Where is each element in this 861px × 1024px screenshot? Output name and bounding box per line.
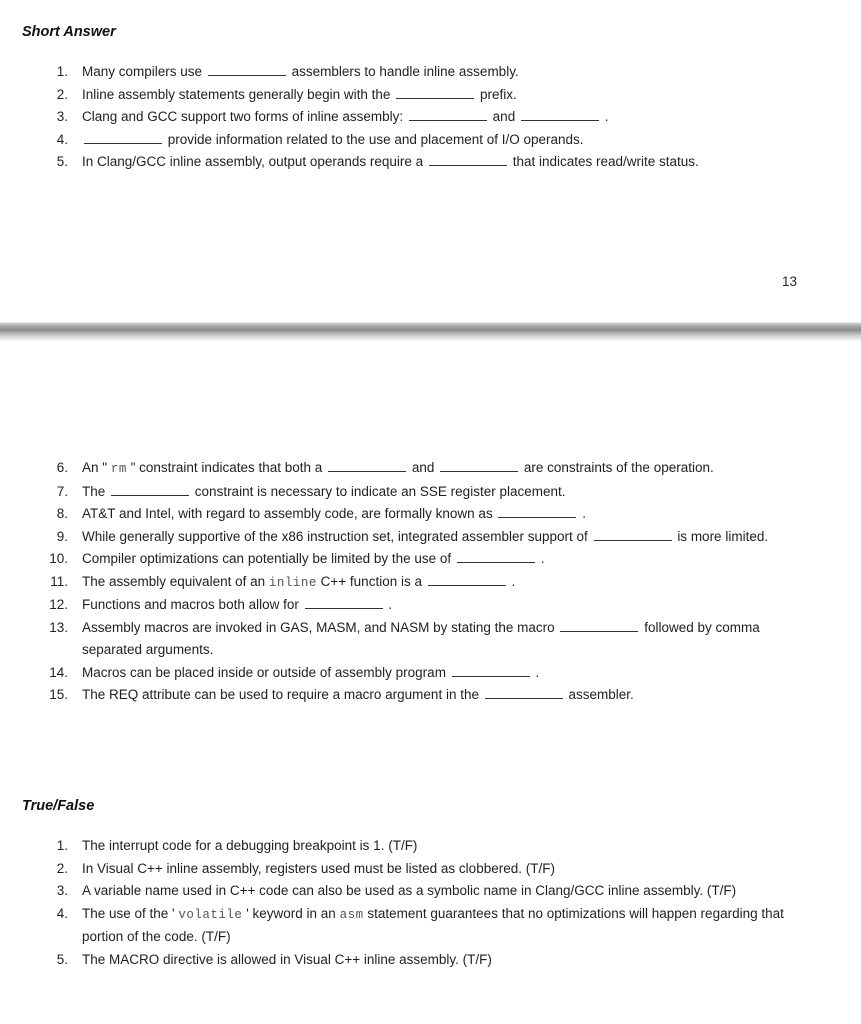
answer-blank[interactable] [111, 494, 189, 496]
question-text-segment: In Visual C++ inline assembly, registers used must be listed as clobbered. (T/F) [82, 860, 555, 876]
question-text [82, 151, 805, 174]
question-text [82, 835, 805, 858]
answer-blank[interactable] [560, 630, 638, 632]
question-text-segment: The [82, 483, 106, 499]
question-item [0, 548, 861, 571]
question-number: 4. [56, 905, 68, 921]
question-text [82, 684, 805, 707]
question-text [82, 617, 805, 662]
question-item [0, 106, 861, 129]
answer-blank[interactable] [328, 470, 406, 472]
question-text-segment: The REQ attribute can be used to require a macro argument in the [82, 687, 479, 702]
question-text-segment: Inline assembly statements generally begin with the [82, 86, 391, 102]
question-item [0, 61, 861, 84]
question-item [0, 129, 861, 152]
question-number: 2. [56, 860, 68, 876]
question-text [82, 903, 805, 949]
question-text [82, 503, 805, 526]
question-number: 6. [56, 460, 68, 475]
code-keyword: rm [110, 462, 127, 476]
question-item [0, 84, 861, 107]
short-answer-list-page-two [0, 457, 861, 707]
question-text-segment: statement guarantees that no optimizations will happen regarding that portion of the code. (T/F) [82, 905, 784, 944]
question-text-segment: Functions and macros both allow for [82, 597, 299, 612]
page-break-divider [0, 322, 861, 342]
question-item [0, 949, 861, 972]
question-number: 3. [56, 883, 68, 898]
true-false-heading: True/False [22, 798, 95, 814]
question-text [82, 61, 805, 84]
answer-blank[interactable] [409, 119, 487, 121]
question-text-segment: that indicates read/write status. [512, 154, 699, 169]
question-text-segment: An " [82, 460, 108, 475]
answer-blank[interactable] [396, 97, 474, 99]
question-text [82, 481, 805, 504]
answer-blank[interactable] [84, 142, 162, 144]
question-text-segment: Clang and GCC support two forms of inline assembly: [82, 109, 404, 124]
question-text [82, 594, 805, 617]
question-text-segment: . [535, 664, 540, 680]
question-item [0, 481, 861, 504]
question-text-segment: Macros can be placed inside or outside of assembly program [82, 664, 446, 680]
question-number: 12. [49, 597, 68, 612]
question-text-segment: The assembly equivalent of an [82, 573, 266, 589]
question-text-segment: and [492, 109, 516, 124]
question-text-segment: prefix. [479, 86, 517, 102]
question-number: 1. [56, 64, 68, 79]
question-text-segment: " constraint indicates that both a [130, 460, 323, 475]
question-text-segment: ' keyword in an [246, 905, 336, 921]
question-text-segment: and [411, 460, 435, 475]
question-text [82, 858, 805, 881]
question-number: 3. [56, 109, 68, 124]
question-text [82, 880, 805, 903]
question-text-segment: The use of the ' [82, 905, 175, 921]
code-keyword: asm [339, 907, 364, 922]
question-item [0, 526, 861, 549]
answer-blank[interactable] [521, 119, 599, 121]
question-item [0, 503, 861, 526]
question-number: 4. [56, 131, 68, 147]
question-text-segment: . [388, 597, 393, 612]
question-item [0, 684, 861, 707]
question-number: 7. [56, 483, 68, 499]
short-answer-list-page-one [0, 61, 861, 174]
question-text [82, 949, 805, 972]
question-text-segment: . [511, 573, 516, 589]
question-item [0, 594, 861, 617]
question-item [0, 571, 861, 595]
answer-blank[interactable] [452, 675, 530, 677]
question-number: 9. [56, 528, 68, 544]
question-text [82, 84, 805, 107]
question-text-segment: assemblers to handle inline assembly. [291, 64, 519, 79]
question-text-segment: The MACRO directive is allowed in Visual C++ inline assembly. (T/F) [82, 951, 492, 967]
question-text-segment: While generally supportive of the x86 instruction set, integrated assembler support of [82, 528, 588, 544]
question-item [0, 880, 861, 903]
question-text [82, 457, 805, 481]
question-text-segment: . [604, 109, 609, 124]
question-text-segment: Many compilers use [82, 64, 203, 79]
question-text-segment: . [540, 551, 545, 566]
question-text-segment: is more limited. [677, 528, 769, 544]
answer-blank[interactable] [498, 516, 576, 518]
question-number: 11. [50, 573, 68, 589]
code-keyword: inline [268, 575, 317, 590]
answer-blank[interactable] [208, 74, 286, 76]
question-text-segment: AT&T and Intel, with regard to assembly code, are formally known as [82, 506, 493, 521]
question-number: 10. [49, 551, 68, 566]
question-text [82, 106, 805, 129]
answer-blank[interactable] [485, 697, 563, 699]
question-text-segment: are constraints of the operation. [523, 460, 714, 475]
question-number: 13. [49, 619, 68, 635]
answer-blank[interactable] [594, 539, 672, 541]
answer-blank[interactable] [457, 561, 535, 563]
question-item [0, 835, 861, 858]
question-text-segment: . [582, 506, 586, 521]
question-number: 5. [56, 154, 68, 169]
answer-blank[interactable] [305, 607, 383, 609]
question-text-segment: C++ function is a [320, 573, 422, 589]
question-number: 1. [56, 838, 68, 853]
question-number: 14. [49, 664, 68, 680]
question-text [82, 129, 805, 152]
answer-blank[interactable] [428, 584, 506, 586]
question-number: 15. [49, 687, 68, 702]
code-keyword: volatile [178, 907, 243, 922]
question-number: 8. [56, 506, 68, 521]
true-false-list [0, 835, 861, 971]
question-item [0, 858, 861, 881]
answer-blank[interactable] [440, 470, 518, 472]
question-text [82, 571, 805, 595]
question-number: 5. [56, 951, 68, 967]
question-item [0, 903, 861, 949]
question-text-segment: Assembly macros are invoked in GAS, MASM, and NASM by stating the macro [82, 619, 555, 635]
short-answer-heading: Short Answer [22, 24, 116, 40]
question-text-segment: In Clang/GCC inline assembly, output operands require a [82, 154, 424, 169]
question-text-segment: The interrupt code for a debugging breakpoint is 1. (T/F) [82, 838, 418, 853]
question-text-segment: constraint is necessary to indicate an SSE register placement. [194, 483, 566, 499]
question-text-segment: provide information related to the use and placement of I/O operands. [167, 131, 584, 147]
page-number: 13 [781, 274, 797, 289]
question-item [0, 151, 861, 174]
question-text-segment: Compiler optimizations can potentially be limited by the use of [82, 551, 452, 566]
question-text-segment: assembler. [568, 687, 634, 702]
answer-blank[interactable] [429, 164, 507, 166]
question-text-segment: A variable name used in C++ code can also be used as a symbolic name in Clang/GCC inline assembly. (T/F) [82, 883, 737, 898]
question-text [82, 548, 805, 571]
question-text [82, 662, 805, 685]
question-item [0, 662, 861, 685]
question-item [0, 617, 861, 662]
question-text-segment: followed by comma separated arguments. [82, 619, 760, 657]
question-item [0, 457, 861, 481]
question-text [82, 526, 805, 549]
question-number: 2. [56, 86, 68, 102]
